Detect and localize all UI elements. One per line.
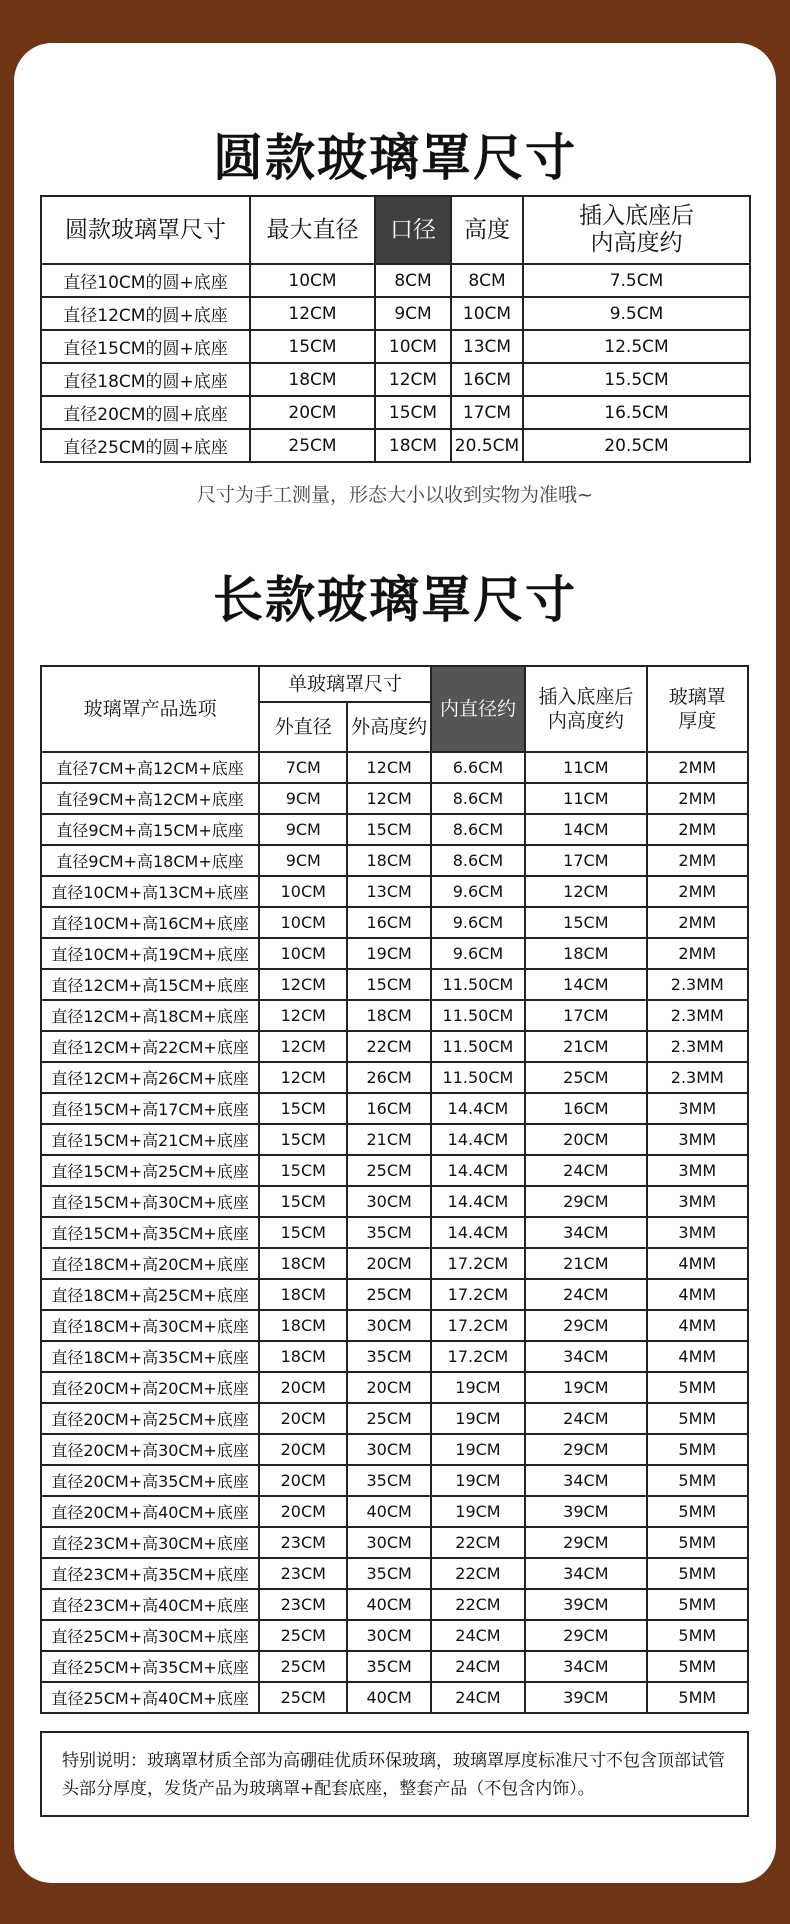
table-row [41,1620,748,1651]
table-cell: 18CM [259,1279,347,1310]
table-cell: 10CM [451,297,523,330]
table-row [41,845,748,876]
table-row [41,1000,748,1031]
table-cell: 14CM [525,814,647,845]
table-row [41,1155,748,1186]
table-cell: 15CM [375,396,451,429]
table-row [41,1093,748,1124]
table-cell: 35CM [347,1341,430,1372]
table-cell: 18CM [250,363,375,396]
table-row [41,1248,748,1279]
table-row [41,1589,748,1620]
table-cell: 39CM [525,1589,647,1620]
table-cell: 11.50CM [431,1000,525,1031]
table-row [41,1341,748,1372]
table-cell: 11.50CM [431,1031,525,1062]
table-cell: 2MM [647,814,748,845]
table-cell: 24CM [431,1620,525,1651]
table-cell: 40CM [347,1589,430,1620]
table-cell: 8.6CM [431,845,525,876]
table-cell: 5MM [647,1496,748,1527]
long-header-inner-diameter: 内直径约 [431,666,525,752]
table-cell: 9CM [259,814,347,845]
table-cell: 26CM [347,1062,430,1093]
table-cell: 5MM [647,1682,748,1713]
long-header-outer-height: 外高度约 [347,702,430,752]
table-row [41,1682,748,1713]
table-row [41,969,748,1000]
table-cell: 直径10CM+高19CM+底座 [41,938,259,969]
table-cell: 7.5CM [523,264,750,297]
table-cell: 39CM [525,1682,647,1713]
table-cell: 直径18CM+高25CM+底座 [41,1279,259,1310]
round-section-title: 圆款玻璃罩尺寸 [213,129,577,187]
table-cell: 18CM [347,1000,430,1031]
table-cell: 9CM [259,845,347,876]
round-table-header [41,196,750,264]
table-cell: 2MM [647,752,748,783]
table-cell: 3MM [647,1155,748,1186]
table-cell: 22CM [431,1558,525,1589]
table-cell: 20CM [259,1465,347,1496]
table-cell: 14CM [525,969,647,1000]
table-cell: 23CM [259,1527,347,1558]
table-cell: 直径10CM+高16CM+底座 [41,907,259,938]
table-cell: 12.5CM [523,330,750,363]
table-cell: 直径12CM+高18CM+底座 [41,1000,259,1031]
table-cell: 13CM [347,876,430,907]
table-cell: 直径20CM+高35CM+底座 [41,1465,259,1496]
table-cell: 5MM [647,1620,748,1651]
round-header-max-diameter: 最大直径 [250,196,375,264]
table-cell: 20.5CM [451,429,523,462]
table-cell: 20CM [347,1248,430,1279]
table-cell: 22CM [431,1589,525,1620]
table-cell: 9.6CM [431,907,525,938]
table-cell: 16CM [347,1093,430,1124]
table-cell: 16CM [451,363,523,396]
table-cell: 24CM [431,1682,525,1713]
table-cell: 9CM [259,783,347,814]
table-cell: 19CM [431,1465,525,1496]
round-header-inner-height: 插入底座后 内高度约 [523,196,750,264]
table-cell: 22CM [347,1031,430,1062]
table-cell: 15CM [259,1124,347,1155]
table-cell: 25CM [347,1155,430,1186]
table-cell: 直径18CM+高20CM+底座 [41,1248,259,1279]
table-cell: 直径23CM+高30CM+底座 [41,1527,259,1558]
table-cell: 11CM [525,783,647,814]
table-cell: 16CM [525,1093,647,1124]
table-cell: 34CM [525,1217,647,1248]
table-cell: 直径18CM+高35CM+底座 [41,1341,259,1372]
table-row [41,1651,748,1682]
table-row [41,1465,748,1496]
table-cell: 20.5CM [523,429,750,462]
table-cell: 3MM [647,1186,748,1217]
round-size-table [40,195,751,463]
table-cell: 14.4CM [431,1186,525,1217]
table-cell: 30CM [347,1186,430,1217]
long-header-outer-diameter: 外直径 [259,702,347,752]
table-cell: 6.6CM [431,752,525,783]
table-cell: 20CM [259,1434,347,1465]
table-row [41,938,748,969]
table-cell: 15CM [259,1217,347,1248]
table-cell: 22CM [431,1527,525,1558]
table-cell: 3MM [647,1093,748,1124]
table-cell: 21CM [525,1031,647,1062]
table-cell: 16CM [347,907,430,938]
table-cell: 17.2CM [431,1341,525,1372]
table-cell: 直径12CM+高15CM+底座 [41,969,259,1000]
table-cell: 直径25CM+高30CM+底座 [41,1620,259,1651]
table-cell: 10CM [375,330,451,363]
table-cell: 18CM [259,1341,347,1372]
table-cell: 19CM [431,1403,525,1434]
table-cell: 17.2CM [431,1248,525,1279]
table-cell: 5MM [647,1465,748,1496]
table-cell: 4MM [647,1279,748,1310]
table-cell: 直径15CM+高17CM+底座 [41,1093,259,1124]
table-cell: 3MM [647,1124,748,1155]
round-header-height: 高度 [451,196,523,264]
table-cell: 15CM [347,814,430,845]
table-cell: 8.6CM [431,783,525,814]
table-cell: 4MM [647,1310,748,1341]
measurement-note: 尺寸为手工测量，形态大小以收到实物为准哦~ [197,484,593,506]
long-header-single-size: 单玻璃罩尺寸 [259,666,431,702]
table-cell: 18CM [259,1248,347,1279]
table-row [41,876,748,907]
table-row [41,1279,748,1310]
table-cell: 9CM [375,297,451,330]
table-cell: 11CM [525,752,647,783]
table-cell: 18CM [525,938,647,969]
table-cell: 直径12CM+高26CM+底座 [41,1062,259,1093]
table-cell: 17CM [451,396,523,429]
table-cell: 5MM [647,1403,748,1434]
table-cell: 25CM [347,1403,430,1434]
table-cell: 直径20CM+高20CM+底座 [41,1372,259,1403]
long-section-title: 长款玻璃罩尺寸 [213,571,577,629]
table-cell: 2MM [647,783,748,814]
table-cell: 5MM [647,1589,748,1620]
table-row [41,1527,748,1558]
table-cell: 25CM [259,1682,347,1713]
table-cell: 29CM [525,1527,647,1558]
table-cell: 直径20CM+高30CM+底座 [41,1434,259,1465]
table-row [41,363,750,396]
table-cell: 29CM [525,1186,647,1217]
table-cell: 30CM [347,1310,430,1341]
table-cell: 2.3MM [647,1000,748,1031]
table-cell: 19CM [431,1496,525,1527]
table-cell: 30CM [347,1434,430,1465]
table-cell: 直径10CM的圆+底座 [41,264,250,297]
table-cell: 17CM [525,1000,647,1031]
table-cell: 直径9CM+高12CM+底座 [41,783,259,814]
table-cell: 2.3MM [647,969,748,1000]
table-row [41,1372,748,1403]
table-cell: 2MM [647,876,748,907]
table-cell: 直径9CM+高18CM+底座 [41,845,259,876]
table-cell: 14.4CM [431,1217,525,1248]
table-cell: 12CM [250,297,375,330]
table-cell: 34CM [525,1465,647,1496]
table-cell: 2MM [647,907,748,938]
round-header-name: 圆款玻璃罩尺寸 [41,196,250,264]
table-cell: 19CM [347,938,430,969]
table-cell: 15CM [250,330,375,363]
table-cell: 直径20CM+高25CM+底座 [41,1403,259,1434]
table-cell: 直径18CM+高30CM+底座 [41,1310,259,1341]
table-cell: 30CM [347,1527,430,1558]
table-cell: 24CM [431,1651,525,1682]
table-row [41,429,750,462]
table-cell: 21CM [525,1248,647,1279]
table-cell: 9.6CM [431,938,525,969]
table-cell: 5MM [647,1527,748,1558]
table-cell: 10CM [259,907,347,938]
long-size-table [40,665,749,1714]
table-cell: 直径12CM+高22CM+底座 [41,1031,259,1062]
table-cell: 34CM [525,1341,647,1372]
table-cell: 25CM [250,429,375,462]
table-cell: 3MM [647,1217,748,1248]
table-row [41,814,748,845]
table-cell: 29CM [525,1310,647,1341]
round-header-mouth-diameter: 口径 [375,196,451,264]
table-row [41,330,750,363]
table-cell: 20CM [250,396,375,429]
table-cell: 12CM [525,876,647,907]
special-note: 特别说明：玻璃罩材质全部为高硼硅优质环保玻璃，玻璃罩厚度标准尺寸不包含顶部试管头部分厚度，发货产品为玻璃罩+配套底座，整套产品（不包含内饰）。 [40,1731,749,1817]
table-row [41,783,748,814]
table-cell: 18CM [347,845,430,876]
table-cell: 20CM [259,1403,347,1434]
long-header-inner-height: 插入底座后 内高度约 [525,666,647,752]
table-cell: 30CM [347,1620,430,1651]
table-cell: 40CM [347,1682,430,1713]
table-cell: 20CM [347,1372,430,1403]
table-row [41,1403,748,1434]
table-cell: 直径15CM的圆+底座 [41,330,250,363]
table-cell: 7CM [259,752,347,783]
table-cell: 9.6CM [431,876,525,907]
table-cell: 20CM [259,1372,347,1403]
table-cell: 35CM [347,1465,430,1496]
table-row [41,396,750,429]
table-cell: 25CM [259,1620,347,1651]
table-cell: 10CM [259,938,347,969]
table-cell: 19CM [525,1372,647,1403]
table-cell: 4MM [647,1248,748,1279]
table-cell: 15CM [259,1186,347,1217]
table-cell: 4MM [647,1341,748,1372]
table-cell: 20CM [259,1496,347,1527]
table-cell: 直径25CM的圆+底座 [41,429,250,462]
table-cell: 10CM [259,876,347,907]
table-cell: 2MM [647,845,748,876]
table-cell: 2.3MM [647,1031,748,1062]
table-row [41,1217,748,1248]
table-cell: 18CM [375,429,451,462]
table-cell: 直径15CM+高35CM+底座 [41,1217,259,1248]
table-cell: 24CM [525,1403,647,1434]
table-row [41,1031,748,1062]
table-cell: 39CM [525,1496,647,1527]
table-cell: 16.5CM [523,396,750,429]
table-cell: 直径10CM+高13CM+底座 [41,876,259,907]
table-row [41,907,748,938]
table-cell: 34CM [525,1558,647,1589]
table-cell: 直径15CM+高30CM+底座 [41,1186,259,1217]
table-cell: 12CM [347,783,430,814]
table-cell: 14.4CM [431,1155,525,1186]
table-cell: 13CM [451,330,523,363]
table-cell: 29CM [525,1434,647,1465]
table-cell: 直径7CM+高12CM+底座 [41,752,259,783]
table-cell: 15CM [259,1155,347,1186]
table-cell: 21CM [347,1124,430,1155]
table-row [41,264,750,297]
table-cell: 14.4CM [431,1093,525,1124]
table-cell: 17.2CM [431,1279,525,1310]
table-cell: 8.6CM [431,814,525,845]
table-cell: 5MM [647,1651,748,1682]
table-row [41,1310,748,1341]
table-cell: 5MM [647,1434,748,1465]
table-cell: 直径15CM+高21CM+底座 [41,1124,259,1155]
table-cell: 29CM [525,1620,647,1651]
table-row [41,1434,748,1465]
table-cell: 19CM [431,1434,525,1465]
table-cell: 12CM [375,363,451,396]
table-cell: 15CM [259,1093,347,1124]
table-row [41,1062,748,1093]
table-cell: 9.5CM [523,297,750,330]
table-cell: 5MM [647,1372,748,1403]
table-cell: 20CM [525,1124,647,1155]
table-cell: 11.50CM [431,1062,525,1093]
table-row [41,1496,748,1527]
table-cell: 直径23CM+高35CM+底座 [41,1558,259,1589]
table-cell: 35CM [347,1217,430,1248]
table-cell: 24CM [525,1279,647,1310]
table-cell: 12CM [259,1062,347,1093]
table-cell: 直径25CM+高40CM+底座 [41,1682,259,1713]
table-row [41,1558,748,1589]
table-cell: 35CM [347,1651,430,1682]
long-header-option: 玻璃罩产品选项 [41,666,259,752]
long-table-header-row-1 [41,666,748,702]
table-cell: 直径18CM的圆+底座 [41,363,250,396]
table-cell: 直径20CM+高40CM+底座 [41,1496,259,1527]
table-cell: 15CM [347,969,430,1000]
table-cell: 17CM [525,845,647,876]
table-cell: 8CM [375,264,451,297]
table-cell: 25CM [347,1279,430,1310]
table-cell: 12CM [259,1031,347,1062]
table-cell: 12CM [259,1000,347,1031]
table-row [41,1124,748,1155]
table-cell: 直径15CM+高25CM+底座 [41,1155,259,1186]
table-cell: 12CM [347,752,430,783]
table-row [41,752,748,783]
table-cell: 18CM [259,1310,347,1341]
table-cell: 直径23CM+高40CM+底座 [41,1589,259,1620]
table-cell: 35CM [347,1558,430,1589]
table-cell: 25CM [525,1062,647,1093]
table-cell: 34CM [525,1651,647,1682]
table-cell: 14.4CM [431,1124,525,1155]
table-cell: 15.5CM [523,363,750,396]
table-cell: 2MM [647,938,748,969]
table-row [41,297,750,330]
table-cell: 直径9CM+高15CM+底座 [41,814,259,845]
table-cell: 5MM [647,1558,748,1589]
table-cell: 23CM [259,1589,347,1620]
table-cell: 19CM [431,1372,525,1403]
table-cell: 10CM [250,264,375,297]
table-cell: 直径25CM+高35CM+底座 [41,1651,259,1682]
table-cell: 12CM [259,969,347,1000]
table-cell: 8CM [451,264,523,297]
table-cell: 40CM [347,1496,430,1527]
table-cell: 直径12CM的圆+底座 [41,297,250,330]
long-header-thickness: 玻璃罩 厚度 [647,666,748,752]
table-cell: 2.3MM [647,1062,748,1093]
table-cell: 直径20CM的圆+底座 [41,396,250,429]
table-cell: 24CM [525,1155,647,1186]
table-cell: 15CM [525,907,647,938]
table-cell: 11.50CM [431,969,525,1000]
table-cell: 17.2CM [431,1310,525,1341]
table-cell: 23CM [259,1558,347,1589]
table-row [41,1186,748,1217]
table-cell: 25CM [259,1651,347,1682]
